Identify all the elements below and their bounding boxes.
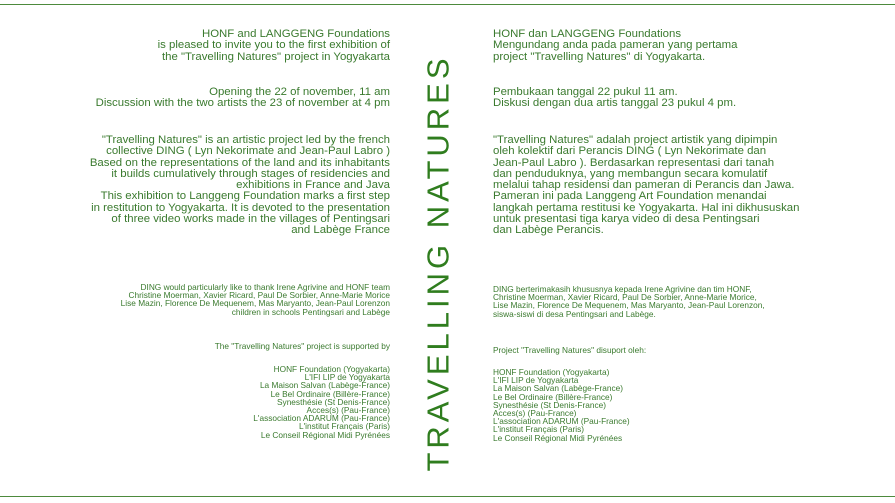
supporter-item: Le Bel Ordinaire (Billère-France) xyxy=(493,391,613,402)
english-dates xyxy=(96,87,390,110)
supporter-item: La Maison Salvan (Labège-France) xyxy=(259,380,390,391)
text-line: oleh kolektif dari Perancis DING ( Lyn Nekorimate dan xyxy=(493,145,767,158)
supporter-item: Le Bel Ordinaire (Billère-France) xyxy=(270,388,390,399)
supporter-item: Synesthésie (St Denis-France) xyxy=(493,399,606,410)
text-line: Jean-Paul Labro ). Berdasarkan representasi dari tanah xyxy=(493,156,775,169)
english-supported-by xyxy=(215,342,390,350)
supporter-item: L'association ADARUM (Pau-France) xyxy=(253,413,390,424)
text-line: Pameran ini pada Langgeng Art Foundation menandai xyxy=(493,190,767,203)
text-line: collective DING ( Lyn Nekorimate and Jean-Paul Labro ) xyxy=(106,145,390,158)
text-line: Opening the 22 of november, 11 am xyxy=(209,86,390,98)
supporter-item: Acces(s) (Pau-France) xyxy=(493,408,577,419)
text-line: This exhibition to Langgeng Foundation marks a first step xyxy=(100,190,390,203)
text-line: HONF dan LANGGENG Foundations xyxy=(493,28,682,40)
supporter-item: HONF Foundation (Yogyakarta) xyxy=(273,364,390,374)
english-supporters xyxy=(253,365,390,439)
supporter-item: Le Conseil Régional Midi Pyrénées xyxy=(260,429,390,440)
text-line: in restitution to Yogyakarta. It is devoted to the presentation xyxy=(91,201,390,214)
text-line: of three video works made in the villages of Pentingsari xyxy=(111,213,390,226)
indonesian-supported-by xyxy=(493,346,646,354)
indonesian-thanks xyxy=(493,285,765,318)
text-line: HONF and LANGGENG Foundations xyxy=(201,28,390,40)
text-line: the "Travelling Natures" project in Yogyakarta xyxy=(161,50,390,63)
text-line: The "Travelling Natures" project is supported by xyxy=(214,341,390,351)
text-line: exhibitions in France and Java xyxy=(236,179,390,192)
text-line: is pleased to invite you to the first exhibition of xyxy=(157,39,390,52)
indonesian-description xyxy=(493,135,799,237)
supporter-item: L'IFI LIP de Yogyakarta xyxy=(304,372,390,383)
text-line: Pembukaan tanggal 22 pukul 11 am. xyxy=(493,86,678,98)
text-line: children in schools Pentingsari and Labège xyxy=(231,306,390,317)
text-line: Based on the representations of the land and its inhabitants xyxy=(89,156,390,169)
supporter-item: Acces(s) (Pau-France) xyxy=(306,405,390,416)
indonesian-dates xyxy=(493,87,736,110)
bottom-divider xyxy=(0,496,895,497)
text-line: Mengundang anda pada pameran yang pertama xyxy=(493,39,738,52)
english-thanks xyxy=(121,283,390,316)
english-description xyxy=(90,135,390,237)
indonesian-intro xyxy=(493,29,737,63)
text-line: "Travelling Natures" adalah project artistik yang dipimpin xyxy=(493,134,778,146)
supporter-item: L'association ADARUM (Pau-France) xyxy=(493,416,630,427)
supporter-item: HONF Foundation (Yogyakarta) xyxy=(493,367,610,377)
text-line: Project "Travelling Natures" disuport oleh: xyxy=(493,345,647,355)
text-line: and Labège France xyxy=(291,224,390,237)
text-line: DING would particularly like to thank Irene Agrivine and HONF team xyxy=(140,282,390,292)
text-line: Diskusi dengan dua artis tanggal 23 pukul 4 pm. xyxy=(493,97,737,110)
text-line: DING berterimakasih khususnya kepada Irene Agrivine dan tim HONF, xyxy=(493,284,752,294)
text-line: melalui tahap residensi dan pameran di Perancis dan Jawa. xyxy=(493,179,795,192)
supporter-item: La Maison Salvan (Labège-France) xyxy=(493,383,624,394)
text-line: langkah pertama restitusi ke Yogyakarta. Hal ini dikhususkan xyxy=(493,201,800,214)
supporter-item: L'institut Français (Paris) xyxy=(493,424,585,435)
text-line: Christine Moerman, Xavier Ricard, Paul De Sorbier, Anne-Marie Morice xyxy=(128,290,390,301)
supporter-item: Synesthésie (St Denis-France) xyxy=(277,396,390,407)
text-line: "Travelling Natures" is an artistic project led by the french xyxy=(101,134,390,146)
text-line: dan Labège Perancis. xyxy=(493,224,604,237)
text-line: Lise Mazin, Florence De Mequenem, Mas Maryanto, Jean-Paul Lorenzon xyxy=(120,298,390,309)
vertical-title: TRAVELLING NATURES xyxy=(420,54,456,472)
supporter-item: Le Conseil Régional Midi Pyrénées xyxy=(493,432,623,443)
top-divider xyxy=(0,4,895,5)
text-line: Lise Mazin, Florence De Mequenem, Mas Maryanto, Jean-Paul Lorenzon, xyxy=(493,300,765,311)
text-line: it builds cumulatively through stages of residencies and xyxy=(111,167,390,180)
english-intro xyxy=(158,29,390,63)
text-line: untuk presentasi tiga karya video di desa Pentingsari xyxy=(493,213,760,226)
supporter-item: L'IFI LIP de Yogyakarta xyxy=(493,375,579,386)
supporter-item: L'institut Français (Paris) xyxy=(298,421,390,432)
text-line: Christine Moerman, Xavier Ricard, Paul De Sorbier, Anne-Marie Morice, xyxy=(493,292,757,303)
text-line: project "Travelling Natures" di Yogyakarta. xyxy=(493,50,706,63)
indonesian-supporters xyxy=(493,368,630,442)
text-line: dan penduduknya, yang membangun secara komulatif xyxy=(493,167,768,180)
text-line: siswa-siswi di desa Pentingsari and Labège. xyxy=(493,308,656,319)
text-line: Discussion with the two artists the 23 of november at 4 pm xyxy=(95,97,390,110)
